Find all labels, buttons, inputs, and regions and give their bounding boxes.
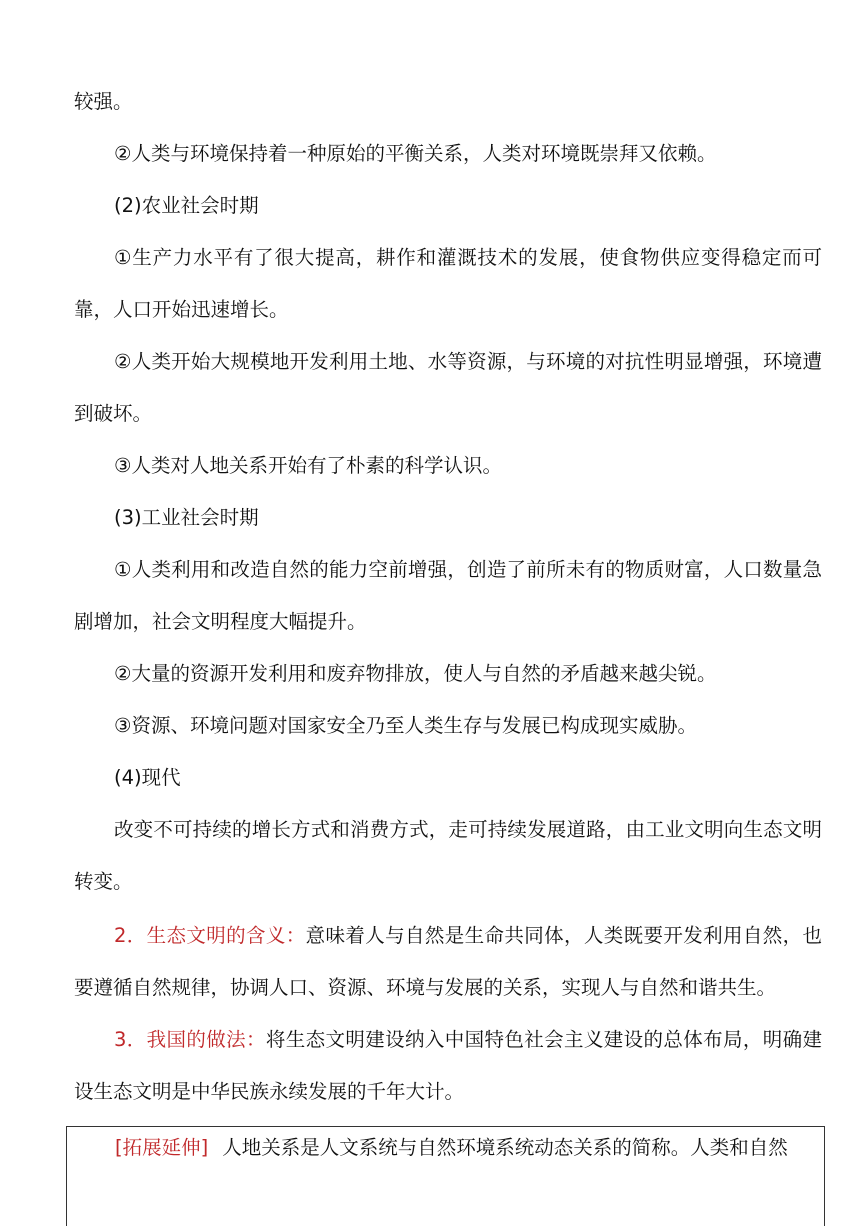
paragraph-continuation: 较强。 <box>74 90 133 113</box>
extension-note-label: [拓展延伸] <box>115 1136 209 1159</box>
paragraph-primitive-balance: ②人类与环境保持着一种原始的平衡关系，人类对环境既崇拜又依赖。 <box>114 142 717 165</box>
section-heading-china: 3．我国的做法： <box>114 1028 266 1051</box>
heading-modern-period: (4)现代 <box>114 766 181 789</box>
extension-note-box <box>66 1126 825 1226</box>
paragraph-industrial-conflict: ②大量的资源开发利用和废弃物排放，使人与自然的矛盾越来越尖锐。 <box>114 662 717 685</box>
extension-note-text: 人地关系是人文系统与自然环境系统动态关系的简称。人类和自然 <box>222 1136 788 1159</box>
section-china-approach <box>74 1014 822 1118</box>
section-body-meaning: 意味着人与自然是生命共同体，人类既要开发利用自然，也要遵循自然规律，协调人口、资源、环境与发展的关系，实现人与自然和谐共生。 <box>74 924 822 999</box>
paragraph-modern-transition: 改变不可持续的增长方式和消费方式，走可持续发展道路，由工业文明向生态文明转变。 <box>74 818 822 893</box>
section-heading-meaning: 2．生态文明的含义： <box>114 924 306 947</box>
heading-agricultural-period: (2)农业社会时期 <box>114 194 259 217</box>
section-ecological-civilization-meaning <box>74 910 822 1014</box>
paragraph-industrial-capability: ①人类利用和改造自然的能力空前增强，创造了前所未有的物质财富，人口数量急剧增加，社会文明程度大幅提升。 <box>74 558 822 633</box>
paragraph-agri-awareness: ③人类对人地关系开始有了朴素的科学认识。 <box>114 454 502 477</box>
extension-note-line <box>115 1128 821 1168</box>
heading-industrial-period: (3)工业社会时期 <box>114 506 259 529</box>
paragraph-industrial-threat: ③资源、环境问题对国家安全乃至人类生存与发展已构成现实威胁。 <box>114 714 697 737</box>
paragraph-agri-resource-use: ②人类开始大规模地开发利用土地、水等资源，与环境的对抗性明显增强，环境遭到破坏。 <box>74 350 822 425</box>
paragraph-agri-productivity: ①生产力水平有了很大提高，耕作和灌溉技术的发展，使食物供应变得稳定而可靠，人口开始迅速增长。 <box>74 246 822 321</box>
section-body-china: 将生态文明建设纳入中国特色社会主义建设的总体布局，明确建设生态文明是中华民族永续发展的千年大计。 <box>74 1028 822 1103</box>
